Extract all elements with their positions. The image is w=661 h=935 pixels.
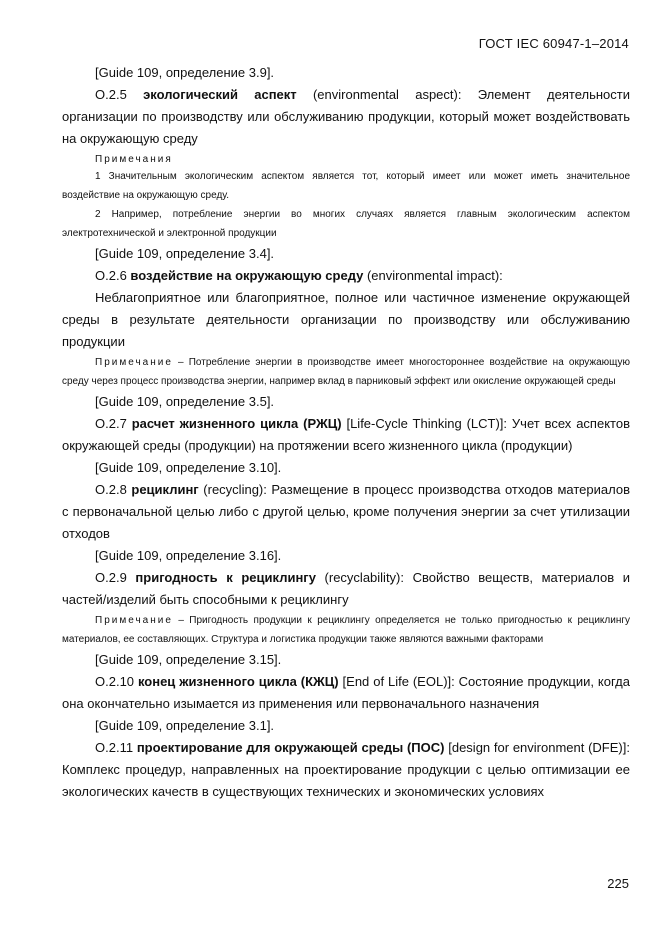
note-inline [62,611,630,649]
notes-heading: Примечания [95,154,173,165]
clause-number: O.2.7 [95,416,127,431]
term: проектирование для окружающей среды (ПОС) [136,740,445,755]
clause-number: O.2.11 [95,740,134,755]
term: экологический аспект [143,87,297,102]
reference: [Guide 109, определение 3.4]. [95,246,275,261]
definition-text: [End of Life (EOL)]: Состояние продукции, когда она окончательно изымается из применения или первоначального назначения [62,674,630,711]
note-text: – Потребление энергии в производстве имеет многостороннее воздействие на окружающую среду через процесс производства энергии, например вклад в парниковый эффект или окисление окружающей среды [62,357,630,387]
note-text: – Пригодность продукции к рециклингу определяется не только пригодностью к рециклингу материалов, ее составляющих. Структура и логистика продукции также являются важными факторами [62,615,630,645]
definition-o-2-10 [62,671,630,715]
definition-o-2-5 [62,84,630,150]
term: пригодность к рециклингу [135,570,316,585]
note-lead: Примечание [95,357,173,368]
definition-text: (recycling): Размещение в процесс производства отходов материалов с первоначальной целью либо с другой целью, кроме получения энергии за счет утилизации отходов [62,482,630,541]
clause-number: O.2.10 [95,674,135,689]
page-number: 225 [607,876,629,891]
reference: [Guide 109, определение 3.1]. [95,718,275,733]
definition-o-2-9 [62,567,630,611]
term: расчет жизненного цикла (РЖЦ) [131,416,342,431]
clause-number: O.2.9 [95,570,127,585]
reference: [Guide 109, определение 3.16]. [95,548,282,563]
definition-o-2-11 [62,737,630,803]
term: воздействие на окружающую среду [130,268,364,283]
note-lead: Примечание [95,615,173,626]
reference: [Guide 109, определение 3.9]. [95,65,275,80]
clause-number: O.2.6 [95,268,127,283]
document-body [62,62,630,803]
reference: [Guide 109, определение 3.15]. [95,652,282,667]
term: конец жизненного цикла (КЖЦ) [137,674,339,689]
definition-text: (environmental impact): [366,268,503,283]
note-inline [62,353,630,391]
definition-o-2-6 [62,265,630,287]
reference: [Guide 109, определение 3.10]. [95,460,282,475]
definition-o-2-7 [62,413,630,457]
note-2: 2 Например, потребление энергии во многих случаях является главным экологическим аспектом электротехнической и электронной продукции [62,209,630,239]
definition-paragraph: Неблагоприятное или благоприятное, полное или частичное изменение окружающей среды в результате деятельности организации по производству или обслуживанию продукции [62,290,630,349]
term: рециклинг [131,482,199,497]
definition-o-2-8 [62,479,630,545]
standard-header: ГОСТ IEC 60947-1–2014 [478,36,629,51]
reference: [Guide 109, определение 3.5]. [95,394,275,409]
definition-text: (recyclability): Свойство веществ, материалов и частей/изделий быть способными к рециклингу [62,570,630,607]
definition-text: [Life-Cycle Thinking (LCT)]: Учет всех аспектов окружающей среды (продукции) на протяжении всего жизненного цикла (продукции) [62,416,630,453]
note-1: 1 Значительным экологическим аспектом является тот, который имеет или может иметь значительное воздействие на окружающую среду. [62,171,630,201]
definition-text: (environmental aspect): Элемент деятельности организации по производству или обслуживанию продукции, который может воздействовать на окружающую среду [62,87,630,146]
clause-number: O.2.5 [95,87,127,102]
definition-text: [design for environment (DFE)]: Комплекс процедур, направленных на проектирование продукции с целью оптимизации ее экологических качеств в существующих технических и экономических условиях [62,740,630,799]
clause-number: O.2.8 [95,482,127,497]
